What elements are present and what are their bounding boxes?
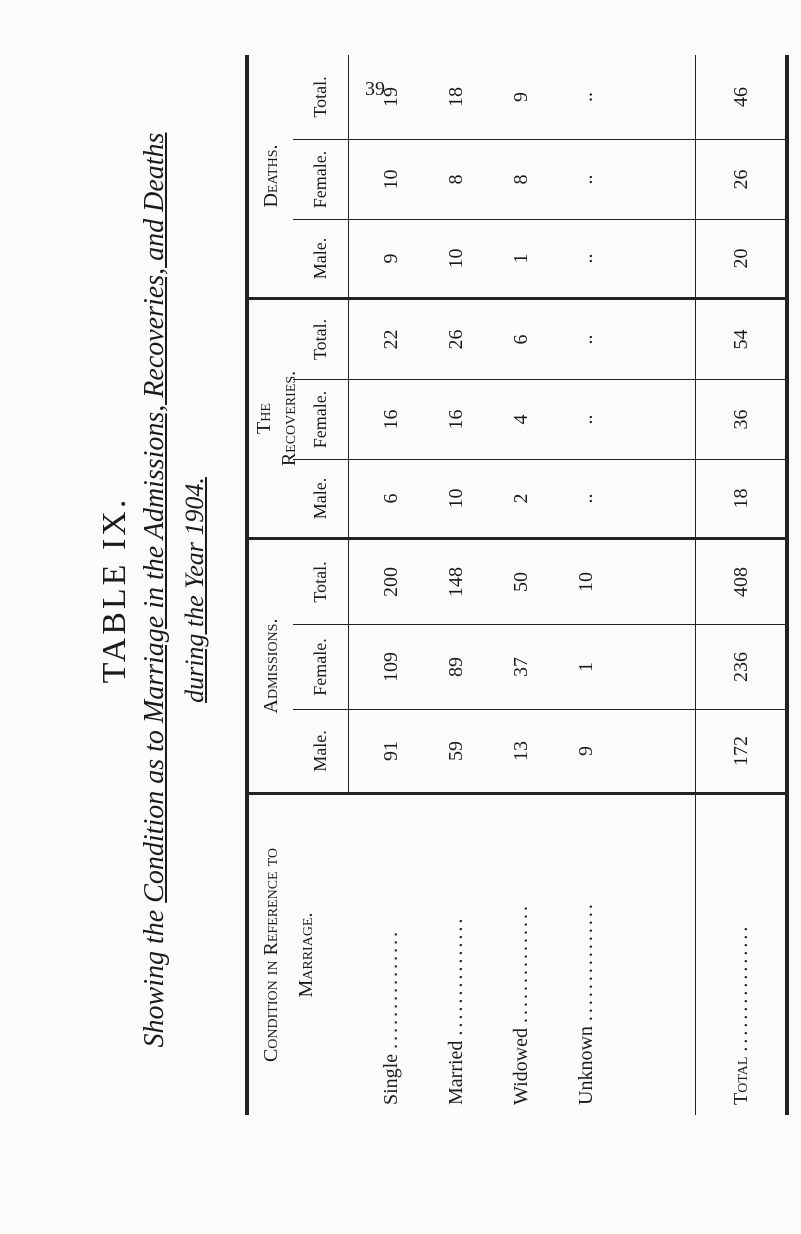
- header-rule: [348, 55, 349, 795]
- table-cell: 18: [445, 87, 467, 107]
- row-label: Married: [445, 1040, 467, 1105]
- table-cell: 89: [445, 657, 467, 677]
- total-cell: 18: [730, 488, 752, 509]
- adm-total-header: Total.: [310, 561, 330, 603]
- table-cell: 22: [380, 329, 402, 350]
- rotated-table-sheet: [95, 60, 795, 1120]
- total-cell: 408: [730, 567, 752, 597]
- table-cell: 148: [445, 567, 467, 597]
- adm-female-header: Female.: [310, 638, 330, 696]
- total-label: Total: [730, 1056, 752, 1105]
- table-cell: ..: [575, 414, 597, 425]
- table-cell: 10: [575, 572, 597, 592]
- table-cell: 50: [510, 572, 532, 592]
- table-cell: 4: [510, 414, 532, 425]
- deaths-header: Deaths.: [260, 144, 282, 208]
- rec-male-header: Male.: [310, 477, 330, 520]
- table-cell: ..: [575, 334, 597, 345]
- table-cell: 16: [380, 409, 402, 430]
- row-dots: ...............: [510, 903, 532, 1024]
- total-cell: 54: [730, 329, 752, 350]
- table-cell: 1: [510, 253, 532, 264]
- row-dots: ...............: [575, 901, 597, 1022]
- total-cell: 236: [730, 652, 752, 682]
- table-subtitle-line2: [177, 60, 213, 1120]
- table-cell: ..: [575, 174, 597, 185]
- divider: [293, 459, 789, 460]
- table-cell: 2: [510, 493, 532, 504]
- recoveries-header-line2: Recoveries.: [278, 370, 300, 467]
- table-cell: 91: [380, 741, 402, 761]
- subtitle-line2-text: during the Year 1904.: [180, 477, 209, 703]
- table-cell: 13: [510, 741, 532, 761]
- table-row: [510, 903, 533, 1105]
- rec-female-header: Female.: [310, 390, 330, 449]
- table-row: [380, 929, 403, 1105]
- table-cell: 16: [445, 409, 467, 430]
- divider: [293, 379, 789, 380]
- subtitle-text: Condition as to Marriage in the Admissions, Recoveries, and Deaths: [139, 132, 170, 903]
- table-cell: 19: [380, 87, 402, 107]
- row-label: Unknown: [575, 1026, 597, 1105]
- divider: [293, 139, 789, 140]
- table-row: [445, 916, 468, 1105]
- total-row: [730, 924, 753, 1105]
- table-cell: 109: [380, 652, 402, 682]
- subtitle-prefix: Showing the: [139, 909, 170, 1048]
- table-cell: 1: [575, 662, 597, 672]
- table-cell: 200: [380, 567, 402, 597]
- total-cell: 26: [730, 169, 752, 190]
- group-separator-1: [245, 792, 789, 795]
- table-cell: 10: [445, 488, 467, 509]
- row-dots: ...............: [380, 928, 402, 1049]
- table-cell: 9: [380, 253, 402, 264]
- table-cell: 6: [510, 334, 532, 345]
- page-number: 39: [365, 78, 385, 100]
- table-cell: 10: [445, 248, 467, 269]
- table-cell: 10: [380, 169, 402, 190]
- table-cell: ..: [575, 253, 597, 264]
- total-dots: ................: [730, 923, 752, 1052]
- dea-total-header: Total.: [310, 76, 330, 118]
- table-cell: ..: [575, 493, 597, 504]
- condition-header-2: Marriage.: [295, 912, 317, 998]
- recoveries-header-line1: The: [253, 403, 275, 434]
- row-label: Single: [380, 1053, 402, 1105]
- rec-total-header: Total.: [310, 318, 330, 361]
- total-cell: 46: [730, 87, 752, 107]
- table-cell: 59: [445, 741, 467, 761]
- row-dots: ...............: [445, 915, 467, 1036]
- table-bottom-border: [785, 55, 789, 1115]
- table-cell: 26: [445, 329, 467, 350]
- condition-header: Condition in Reference to: [260, 847, 282, 1063]
- divider: [293, 624, 789, 625]
- table-cell: 6: [380, 493, 402, 504]
- divider: [293, 219, 789, 220]
- dea-male-header: Male.: [310, 237, 330, 280]
- table-top-border: [245, 55, 249, 1115]
- adm-male-header: Male.: [310, 730, 330, 772]
- admissions-header: Admissions.: [260, 618, 282, 714]
- table-cell: 8: [445, 174, 467, 185]
- row-label: Widowed: [510, 1028, 532, 1105]
- total-cell: 172: [730, 736, 752, 766]
- total-rule: [695, 55, 696, 1115]
- table-cell: 9: [575, 746, 597, 756]
- dea-female-header: Female.: [310, 150, 330, 209]
- table-title: TABLE IX.: [96, 496, 133, 684]
- table-cell: 8: [510, 174, 532, 185]
- table-cell: ..: [575, 92, 597, 102]
- divider: [293, 709, 789, 710]
- table-cell: 37: [510, 657, 532, 677]
- table-subtitle-line1: [137, 60, 173, 1120]
- table-cell: 9: [510, 92, 532, 102]
- total-cell: 36: [730, 409, 752, 430]
- total-cell: 20: [730, 248, 752, 269]
- table-row: [575, 901, 598, 1105]
